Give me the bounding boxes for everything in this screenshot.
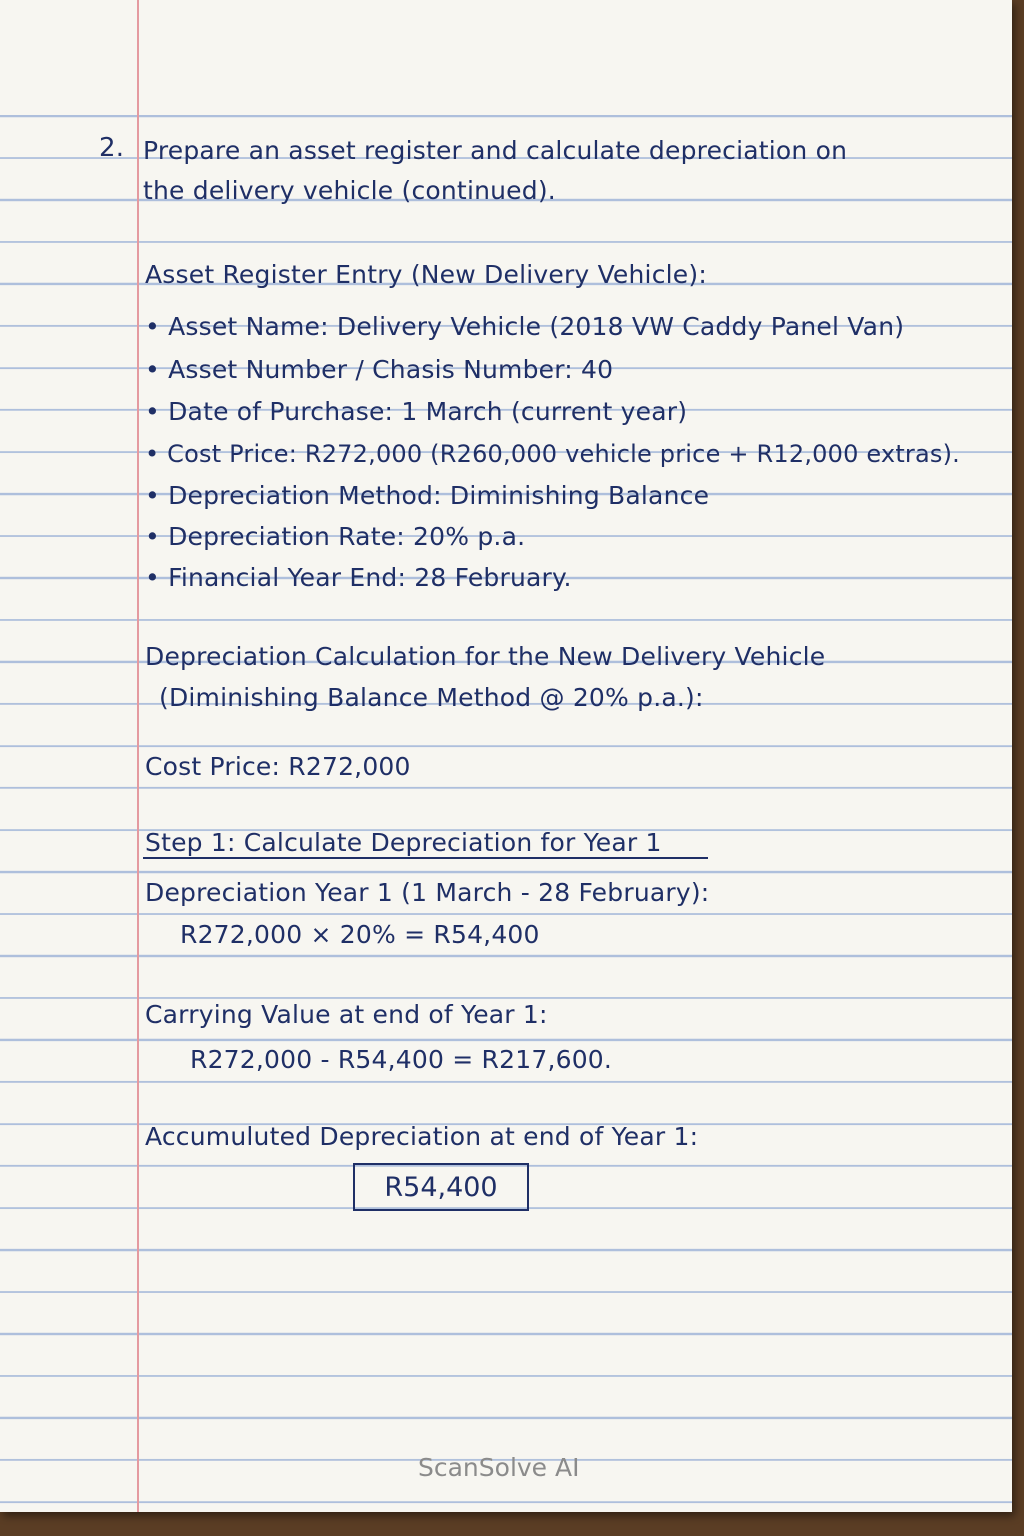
heading-line-2: the delivery vehicle (continued). xyxy=(143,176,556,205)
register-title: Asset Register Entry (New Delivery Vehicle): xyxy=(145,260,707,289)
margin-line xyxy=(137,0,139,1512)
register-item-asset-number: • Asset Number / Chasis Number: 40 xyxy=(145,355,614,384)
register-item-purchase-date: • Date of Purchase: 1 March (current year) xyxy=(145,397,688,426)
heading-line-1: Prepare an asset register and calculate depreciation on xyxy=(143,136,848,165)
depreciation-label: Depreciation Year 1 (1 March - 28 February): xyxy=(145,878,710,907)
watermark: ScanSolve AI xyxy=(418,1453,580,1482)
calculation-title-line-2: (Diminishing Balance Method @ 20% p.a.): xyxy=(159,683,704,712)
answer-box: R54,400 xyxy=(353,1163,529,1211)
cost-price-line: Cost Price: R272,000 xyxy=(145,752,411,781)
carrying-value-formula: R272,000 - R54,400 = R217,600. xyxy=(190,1045,613,1074)
question-number: 2. xyxy=(99,133,125,163)
register-item-asset-name: • Asset Name: Delivery Vehicle (2018 VW Caddy Panel Van) xyxy=(145,312,905,341)
register-item-year-end: • Financial Year End: 28 February. xyxy=(145,563,572,592)
register-item-method: • Depreciation Method: Diminishing Balance xyxy=(145,481,710,510)
carrying-value-label: Carrying Value at end of Year 1: xyxy=(145,1000,548,1029)
calculation-title-line-1: Depreciation Calculation for the New Delivery Vehicle xyxy=(145,642,826,671)
register-item-cost-price: • Cost Price: R272,000 (R260,000 vehicle price + R12,000 extras). xyxy=(145,440,961,468)
step-1-underline xyxy=(143,857,708,859)
accumulated-depreciation-label: Accumuluted Depreciation at end of Year 1: xyxy=(145,1122,699,1151)
step-1-title: Step 1: Calculate Depreciation for Year 1 xyxy=(145,828,662,857)
page-top-blank xyxy=(0,0,1012,115)
depreciation-formula: R272,000 × 20% = R54,400 xyxy=(180,920,540,949)
register-item-rate: • Depreciation Rate: 20% p.a. xyxy=(145,522,526,551)
